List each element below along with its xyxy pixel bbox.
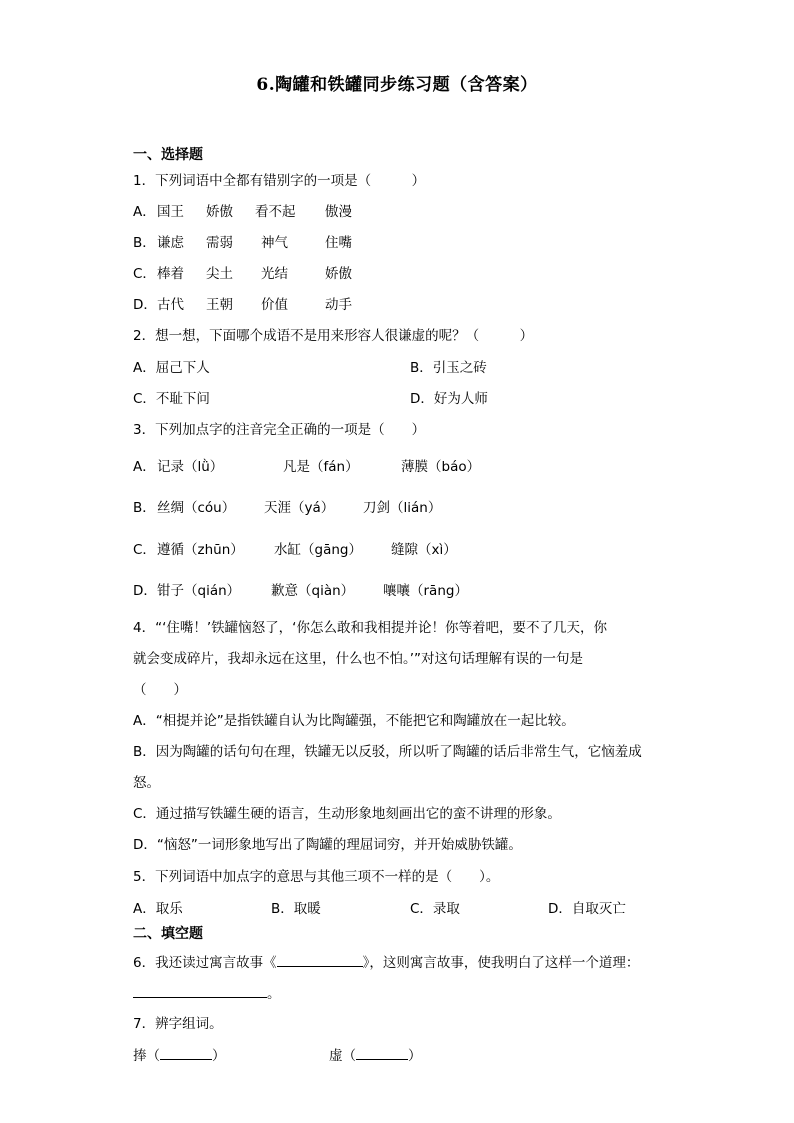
option-d: D．好为人师: [410, 391, 488, 407]
q4-stem-line2: 就会变成碎片，我却永远在这里，什么也不怕。’”对这句话理解有误的一句是: [133, 651, 584, 667]
q4-stem-line3: （ ）: [133, 682, 187, 698]
q3-stem: 3．下列加点字的注音完全正确的一项是（ ）: [133, 422, 426, 438]
q4-option-c: C．通过描写铁罐生硬的语言，生动形象地刻画出它的蛮不讲理的形象。: [133, 806, 561, 822]
word: 缝隙（xì）: [391, 542, 457, 558]
word: 需弱: [206, 235, 233, 251]
word: 国王: [157, 204, 184, 220]
word: 光结: [261, 266, 288, 282]
section-fill-heading: 二、填空题: [133, 926, 203, 942]
option-label: C．: [133, 542, 156, 558]
option-label: A．: [133, 459, 156, 475]
section-choice-heading: 一、选择题: [133, 147, 203, 163]
word: 尖土: [206, 266, 233, 282]
word: 嚷嚷（rāng）: [383, 583, 468, 599]
word: 钳子（qián）: [157, 583, 241, 599]
q6-blank-story[interactable]: [277, 952, 363, 967]
word: 看不起: [255, 204, 296, 220]
word: 住嘴: [325, 235, 352, 251]
q4-option-b-line1: B．因为陶罐的话句句在理，铁罐无以反驳，所以听了陶罐的话后非常生气，它恼羞成: [133, 744, 642, 760]
q7-blank-2[interactable]: [356, 1045, 408, 1060]
word: 价值: [261, 297, 288, 313]
q4-option-a: A．“相提并论”是指铁罐自认为比陶罐强，不能把它和陶罐放在一起比较。: [133, 713, 575, 729]
word: 遵循（zhūn）: [157, 542, 244, 558]
q5-stem: 5．下列词语中加点字的意思与其他三项不一样的是（ ）。: [133, 869, 500, 885]
option-d: D．自取灭亡: [548, 901, 626, 917]
q7-stem: 7．辨字组词。: [133, 1016, 223, 1032]
q7-item-2: [329, 1045, 422, 1065]
option-label: B．: [133, 500, 156, 516]
q7-char-label: 虚（: [329, 1048, 356, 1064]
word: 傲漫: [325, 204, 352, 220]
word: 凡是（fán）: [283, 459, 359, 475]
paren-close: ）: [212, 1048, 226, 1064]
word: 薄膜（báo）: [401, 459, 481, 475]
paren-close: ）: [408, 1048, 422, 1064]
option-a: A．屈己下人: [133, 360, 210, 376]
word: 谦虑: [157, 235, 184, 251]
option-label: A．: [133, 204, 156, 220]
option-b: B．引玉之砖: [410, 360, 487, 376]
option-c: C．不耻下问: [133, 391, 210, 407]
q7-blank-1[interactable]: [160, 1045, 212, 1060]
q7-char-label: 捧（: [133, 1048, 160, 1064]
option-b: B．取暖: [271, 901, 321, 917]
q6-text-start: 6．我还读过寓言故事《: [133, 955, 277, 971]
option-label: C．: [133, 266, 156, 282]
word: 王朝: [206, 297, 233, 313]
q6-text-middle: 》，这则寓言故事，使我明白了这样一个道理：: [362, 955, 640, 971]
option-label: D．: [133, 583, 157, 599]
word: 水缸（gāng）: [274, 542, 362, 558]
page-title: 6.陶罐和铁罐同步练习题（含答案）: [256, 75, 538, 95]
word: 刀剑（lián）: [363, 500, 442, 516]
q6-line2: [133, 983, 673, 1003]
word: 动手: [325, 297, 352, 313]
word: 记录（lǜ）: [157, 459, 224, 475]
word: 娇傲: [206, 204, 233, 220]
q6-line1: [133, 952, 673, 972]
word: 天涯（yá）: [264, 500, 335, 516]
word: 神气: [261, 235, 288, 251]
q1-stem: 1．下列词语中全都有错别字的一项是（ ）: [133, 173, 426, 189]
word: 娇傲: [325, 266, 352, 282]
q2-stem: 2．想一想，下面哪个成语不是用来形容人很谦虚的呢？（ ）: [133, 328, 534, 344]
word: 丝绸（cóu）: [157, 500, 236, 516]
q6-text-end: 。: [267, 986, 281, 1002]
option-a: A．取乐: [133, 901, 183, 917]
word: 歉意（qiàn）: [271, 583, 355, 599]
q4-option-d: D．“恼怒”一词形象地写出了陶罐的理屈词穷，并开始威胁铁罐。: [133, 837, 522, 853]
option-c: C．录取: [410, 901, 460, 917]
option-label: B．: [133, 235, 156, 251]
option-label: D．: [133, 297, 157, 313]
word: 棒着: [157, 266, 184, 282]
word: 古代: [157, 297, 184, 313]
q4-option-b-line2: 怒。: [133, 775, 160, 791]
q4-stem-line1: 4．“‘住嘴！’铁罐恼怒了，‘你怎么敢和我相提并论！你等着吧，要不了几天，你: [133, 620, 607, 636]
q7-item-1: [133, 1045, 226, 1065]
q6-blank-lesson[interactable]: [133, 983, 267, 998]
